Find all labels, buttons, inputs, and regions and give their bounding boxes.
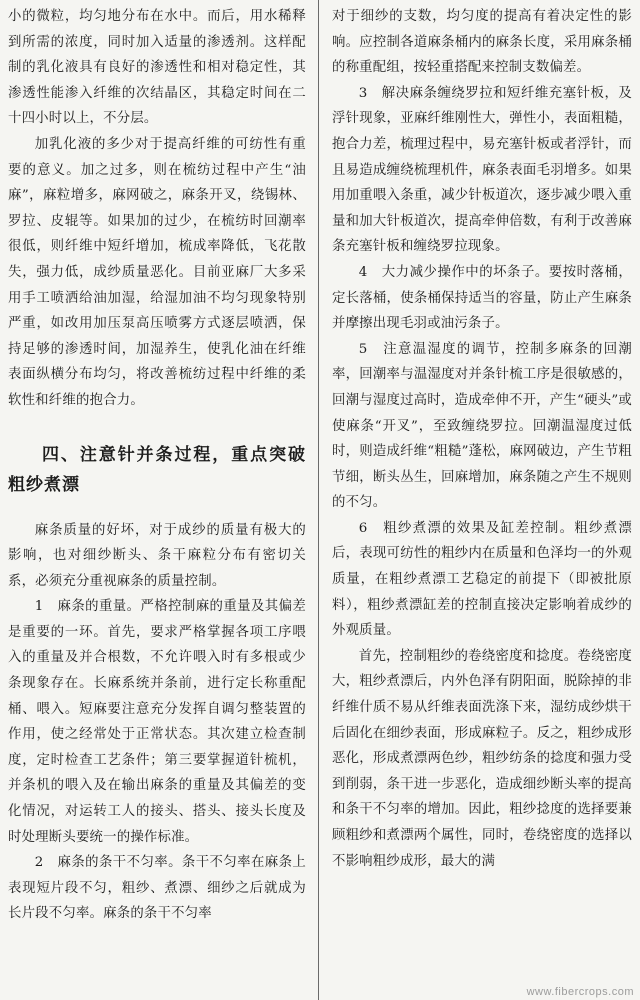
paragraph-sliver-quality: 麻条质量的好坏，对于成纱的质量有极大的影响，也对细纱断头、条干麻粒分布有密切关系，必须充分重视麻条的质量控制。 <box>8 522 306 589</box>
column-divider <box>318 0 319 1000</box>
right-column <box>332 4 632 874</box>
paragraph-roving-scouring: 6 粗纱煮漂的效果及缸差控制。粗纱煮漂后，表现可纺性的粗纱内在质量和色泽均一的外观质量，在粗纱煮漂工艺稳定的前提下（即被批原料），粗纱煮漂缸差的控制直接决定影响着成纱的外观质量。 <box>332 520 632 639</box>
paragraph-winding-density: 首先，控制粗纱的卷绕密度和捻度。卷绕密度大，粗纱煮漂后，内外色泽有阴阳面，脱除掉的非纤维什质不易从纤维表面洗涤下来，湿纺成纱烘干后固化在细纱表面，形成麻粒子。反之，粗纱成形恶化，形成煮漂两色纱，粗纱纺条的捻度和强力受到削弱，条干进一步恶化，造成细纱断头率的提高和条干不匀率的增加。因此，粗纱捻度的选择要兼顾粗纱和煮漂两个属性，同时，卷绕密度的选择以不影响粗纱成形，最大的满 <box>332 648 632 869</box>
paragraph-sliver-unevenness: 2 麻条的条干不匀率。条干不匀率在麻条上表现短片段不匀，粗纱、煮漂、细纱之后就成为长片段不匀率。麻条的条干不匀率 <box>8 855 306 922</box>
left-column <box>8 4 306 927</box>
paragraph-emulsion-amount: 加乳化液的多少对于提高纤维的可纺性有重要的意义。加之过多，则在梳纺过程中产生“油麻”，麻粒增多，麻网破之，麻条开叉，绕锡林、罗拉、皮辊等。如果加的过少，在梳纺时回潮率很低，则纤维中短纤增加，梳成率降低，飞花散失，强力低，成纱质量恶化。目前亚麻厂大多采用手工喷洒给油加湿，给湿加油不均匀现象特别严重，如改用加压泵高压喷雾方式逐层喷洒，保持足够的渗透时间，加湿养生，使乳化油在纤维表面纵横分布均匀，将改善梳纺过程中纤维的柔软性和纤维的抱合力。 <box>8 136 306 408</box>
paragraph-emulsion-preparation: 小的微粒，均匀地分布在水中。而后，用水稀释到所需的浓度，同时加入适量的渗透剂。这样配制的乳化液具有良好的渗透性和相对稳定性，其渗透性能渗入纤维的次结晶区，其稳定时间在二十四小时以上，不分层。 <box>8 9 306 127</box>
watermark: www.fibercrops.com <box>526 986 634 998</box>
paragraph-sliver-weight: 1 麻条的重量。严格控制麻的重量及其偏差是重要的一环。首先，要求严格掌握各项工序喂入的重量及并合根数，不允许喂入时有多根或少条现象存在。长麻系统并条前，进行定长称重配桶、喂入。短麻要注意充分发挥自调匀整装置的作用，使之经常处于正常状态。其次建立检查制度，定时检查工艺条件；第三要掌握道针梳机，并条机的喂入及在输出麻条的重量及其偏差的变化情况，对运转工人的接头、搭头、接头长度及时处理断头要统一的操作标准。 <box>8 599 306 845</box>
paragraph-lapping-rollers: 3 解决麻条缠绕罗拉和短纤维充塞针板，及浮针现象，亚麻纤维刚性大，弹性小，表面粗糙，抱合力差，梳理过程中，易充塞针板或者浮针，而且易造成缠绕梳理机件，麻条表面毛羽增多。如果用加重喂入条重，减少针板道次，逐步减少喂入重量和加大针板道次，提高牵伸倍数，有利于改善麻条充塞针板和缠绕罗拉现象。 <box>332 85 632 255</box>
paragraph-humidity-control: 5 注意温湿度的调节，控制多麻条的回潮率，回潮率与温湿度对并条针梳工序是很敏感的，回潮与湿度过高时，造成牵伸不开，产生“硬头”或使麻条“开叉”，至致缠绕罗拉。回潮温湿度过低时，则造成纤维“粗糙”蓬松，麻网破边，产生节粗节细，断头丛生，回麻增加，麻条随之产生不规则的不匀。 <box>332 341 632 511</box>
section-heading: 四、注意针并条过程，重点突破粗纱煮漂 <box>8 444 306 495</box>
paragraph-count-control: 对于细纱的支数，均匀度的提高有着决定性的影响。应控制各道麻条桶内的麻条长度，采用麻条桶的称重配组，按轻重搭配来控制支数偏差。 <box>332 9 632 76</box>
paragraph-bad-slivers: 4 大力减少操作中的坏条子。要按时落桶，定长落桶，使条桶保持适当的容量，防止产生麻条并摩擦出现毛羽或油污条子。 <box>332 264 632 332</box>
